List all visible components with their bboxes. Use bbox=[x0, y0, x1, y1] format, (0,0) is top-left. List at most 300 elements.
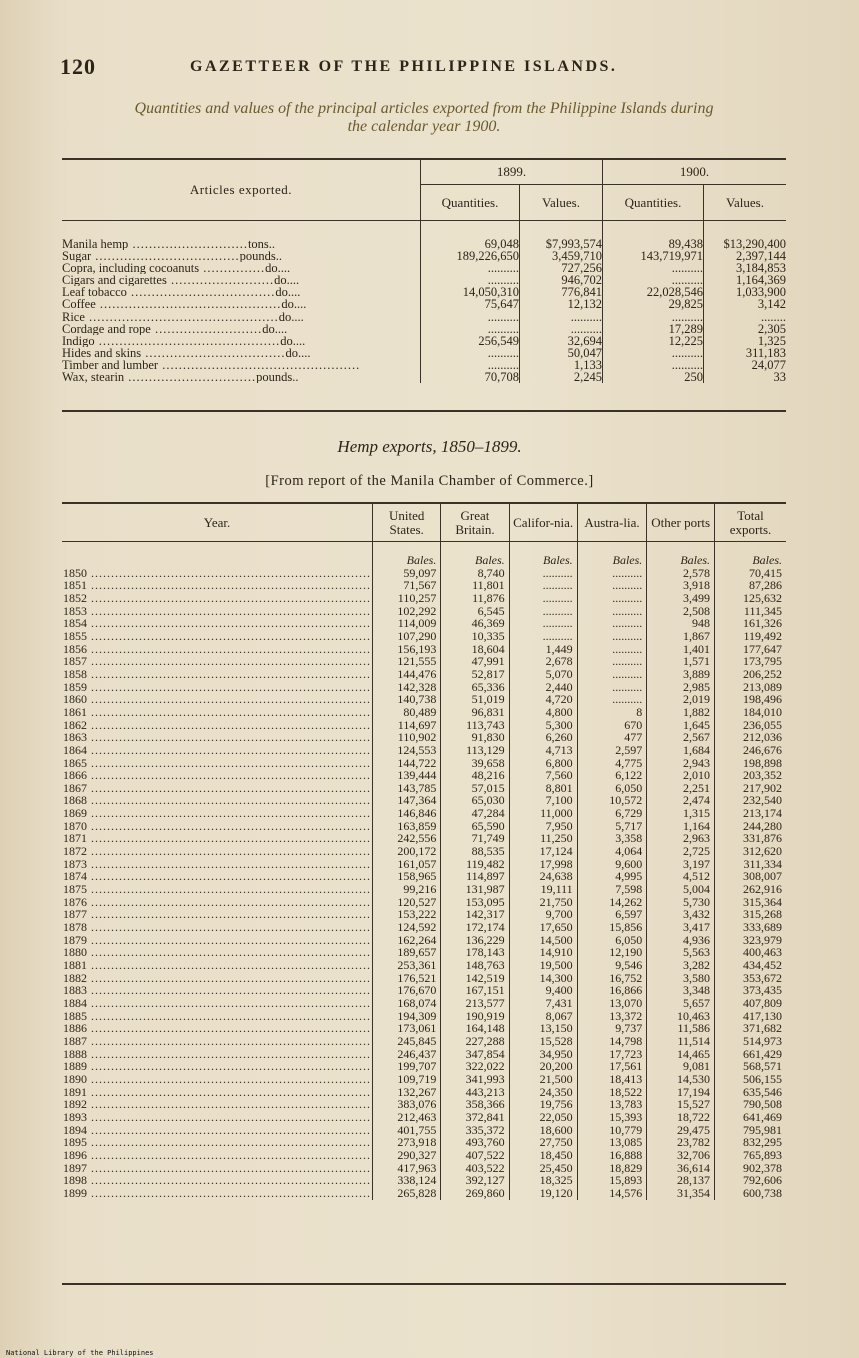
gb-cell: 164,148 bbox=[465, 1021, 505, 1036]
us-cell: 273,918 bbox=[397, 1135, 437, 1150]
gb-cell: 136,229 bbox=[465, 932, 505, 947]
article-row: Rice ..............................................do.... bbox=[62, 310, 304, 323]
total-cell: 400,463 bbox=[743, 945, 782, 960]
total-cell: 323,979 bbox=[743, 932, 782, 947]
ca-cell: 19,500 bbox=[539, 958, 573, 972]
california-header: Califor-nia. bbox=[509, 504, 577, 542]
ca-cell: 1,449 bbox=[545, 641, 573, 656]
au-cell: 12,190 bbox=[609, 945, 643, 960]
us-cell: 212,463 bbox=[397, 1109, 437, 1124]
gb-cell: 142,519 bbox=[465, 970, 505, 985]
ca-cell: 4,800 bbox=[545, 704, 573, 719]
us-cell: 114,697 bbox=[397, 717, 437, 732]
gb-cell: 167,151 bbox=[465, 983, 505, 998]
gb-cell: 11,801 bbox=[472, 578, 505, 593]
year-row: 1878 ...................................................................... bbox=[63, 921, 371, 934]
other-cell: 2,010 bbox=[683, 768, 711, 783]
ca-cell: 19,111 bbox=[540, 882, 573, 897]
other-cell: 15,527 bbox=[677, 1097, 711, 1112]
other-cell: 14,530 bbox=[677, 1071, 711, 1086]
exports-title-line-2: the calendar year 1900. bbox=[347, 118, 501, 135]
ca-cell: 8,067 bbox=[545, 1008, 573, 1023]
gb-cell: 335,372 bbox=[465, 1122, 505, 1137]
ca-cell: .......... bbox=[542, 628, 573, 643]
year-row: 1883 ...................................................................... bbox=[63, 984, 371, 997]
exports-title-line-1: Quantities and values of the principal articles exported from the Philippine Islands during bbox=[134, 100, 714, 117]
other-cell: 2,725 bbox=[683, 844, 711, 859]
year-row: 1875 ...................................................................... bbox=[63, 883, 371, 896]
au-cell: 18,522 bbox=[609, 1084, 643, 1099]
other-cell: 10,463 bbox=[677, 1008, 711, 1023]
us-cell: 107,290 bbox=[397, 628, 437, 643]
ca-cell: 4,720 bbox=[545, 692, 573, 707]
gb-cell: 172,174 bbox=[465, 920, 505, 935]
exports-table-title bbox=[62, 100, 786, 136]
year-row: 1896 ...................................................................... bbox=[63, 1148, 371, 1162]
ca-cell: 13,150 bbox=[539, 1021, 573, 1036]
us-cell: 265,828 bbox=[397, 1185, 437, 1200]
total-header: Total exports. bbox=[715, 504, 786, 542]
ca-cell: 18,450 bbox=[539, 1147, 573, 1162]
gb-cell: 47,991 bbox=[471, 654, 505, 669]
other-cell: 3,282 bbox=[683, 958, 711, 972]
gb-cell: 407,522 bbox=[465, 1147, 505, 1162]
other-cell: 5,730 bbox=[683, 894, 711, 909]
au-cell: 7,598 bbox=[615, 882, 643, 897]
article-row: Coffee ............................................do.... bbox=[62, 298, 307, 311]
total-cell: 331,876 bbox=[743, 831, 782, 846]
us-cell: 156,193 bbox=[397, 641, 437, 656]
year-header: Year. bbox=[62, 504, 373, 542]
us-cell: 114,009 bbox=[397, 616, 437, 631]
year-row: 1860 ...................................................................... bbox=[63, 693, 371, 706]
au-cell: 17,561 bbox=[609, 1059, 643, 1074]
year-column bbox=[62, 542, 373, 1201]
gb-cell: 8,740 bbox=[477, 565, 505, 580]
ca-cell: 27,750 bbox=[539, 1135, 573, 1150]
total-cell: 600,738 bbox=[743, 1185, 782, 1200]
gb-cell: 142,317 bbox=[465, 907, 505, 922]
year-row: 1862 ...................................................................... bbox=[63, 718, 371, 732]
us-cell: 110,257 bbox=[397, 590, 437, 605]
us-cell: 132,267 bbox=[397, 1084, 437, 1099]
us-cell: 147,364 bbox=[397, 793, 437, 808]
au-cell: 6,729 bbox=[615, 806, 643, 821]
article-row: Manila hemp ............................tons.. bbox=[62, 238, 276, 251]
other-cell: 3,918 bbox=[683, 578, 711, 593]
gb-column: Bales. 8,740 11,801 11,876 6,545 46,369 10,335 18,604 47,991 52,817 65,336 51,019 96,831 113,743 91,830 113,129 39,658 48,216 57,015 65,030 47,284 65,590 71,749 88,535 119,482 114,897 131,987 153,095 142,317 172,174 136,229 178,143 148,763 142,519 167,151 213,577 190,919 164,148 227,288 347,854 322,022 341,993 443,213 358,366 372,841 335,372 493,760 407,522 403,522 392,127 269,860 bbox=[441, 542, 509, 1201]
gb-cell: 52,817 bbox=[471, 666, 505, 681]
au-cell: 16,752 bbox=[609, 970, 643, 985]
ca-cell: .......... bbox=[542, 565, 573, 580]
au-cell: 8 bbox=[636, 704, 643, 719]
year-row: 1869 ...................................................................... bbox=[63, 807, 371, 820]
gb-cell: 47,284 bbox=[471, 806, 505, 821]
total-cell: 661,429 bbox=[743, 1046, 782, 1061]
au-cell: 15,893 bbox=[609, 1173, 643, 1188]
year-row: 1887 ...................................................................... bbox=[63, 1034, 371, 1048]
total-cell: 568,571 bbox=[743, 1059, 782, 1074]
total-cell: 125,632 bbox=[743, 590, 782, 605]
quantities-1899-column: 69,048 189,226,650 .......... .......... 14,050,310 75,647 .......... .......... 256,549 .......... .......... 70,708 bbox=[421, 221, 520, 384]
year-row: 1885 ...................................................................... bbox=[63, 1009, 371, 1023]
other-cell: 3,197 bbox=[683, 856, 711, 871]
australia-header: Austra-lia. bbox=[577, 504, 647, 542]
gb-cell: 39,658 bbox=[471, 755, 505, 770]
total-cell: 87,286 bbox=[749, 578, 782, 593]
au-cell: 4,775 bbox=[615, 755, 643, 770]
year-row: 1870 ...................................................................... bbox=[63, 819, 371, 833]
total-cell: 635,546 bbox=[743, 1084, 782, 1099]
article-row: Leaf tobacco ...................................do.... bbox=[62, 286, 301, 299]
other-cell: 2,251 bbox=[683, 780, 711, 795]
au-cell: 14,576 bbox=[609, 1185, 643, 1200]
total-cell: 203,352 bbox=[743, 768, 782, 783]
year-row: 1899 ...................................................................... bbox=[63, 1186, 371, 1200]
au-cell: .......... bbox=[612, 616, 643, 631]
other-cell: 32,706 bbox=[677, 1147, 711, 1162]
ca-cell: 21,750 bbox=[539, 894, 573, 909]
gb-cell: 119,482 bbox=[466, 856, 505, 871]
ca-cell: 19,120 bbox=[539, 1185, 573, 1200]
hemp-table-title: Hemp exports, 1850–1899. bbox=[337, 437, 522, 456]
ca-cell: 17,650 bbox=[539, 920, 573, 935]
article-row: Sugar ...................................pounds.. bbox=[62, 250, 283, 263]
values-1900-header: Values. bbox=[704, 185, 787, 221]
year-row: 1868 ...................................................................... bbox=[63, 794, 371, 808]
total-cell: 244,280 bbox=[743, 818, 782, 833]
other-cell: 1,571 bbox=[683, 654, 711, 669]
gb-cell: 113,743 bbox=[466, 717, 505, 732]
year-row: 1861 ...................................................................... bbox=[63, 705, 371, 719]
au-cell: 15,393 bbox=[609, 1109, 643, 1124]
au-cell: .......... bbox=[612, 692, 643, 707]
total-cell: 119,492 bbox=[743, 628, 782, 643]
gb-cell: 65,030 bbox=[471, 793, 505, 808]
ca-cell: 17,998 bbox=[539, 856, 573, 871]
au-cell: 6,050 bbox=[615, 780, 643, 795]
us-cell: 146,846 bbox=[397, 806, 437, 821]
us-cell: 246,437 bbox=[397, 1046, 437, 1061]
article-row: Copra, including cocoanuts ...............do.... bbox=[62, 262, 291, 275]
year-row: 1858 ...................................................................... bbox=[63, 667, 371, 681]
us-cell: 71,567 bbox=[403, 578, 437, 593]
ca-cell: 18,325 bbox=[539, 1173, 573, 1188]
au-cell: 2,597 bbox=[615, 742, 643, 757]
gb-cell: 358,366 bbox=[465, 1097, 505, 1112]
total-cell: 315,364 bbox=[743, 894, 782, 909]
total-cell: 641,469 bbox=[743, 1109, 782, 1124]
other-cell: 1,164 bbox=[683, 818, 711, 833]
ca-cell: 9,700 bbox=[545, 907, 573, 922]
article-row: Wax, stearin ...............................pounds.. bbox=[62, 371, 299, 384]
gb-cell: 493,760 bbox=[465, 1135, 505, 1150]
total-cell: 434,452 bbox=[743, 958, 782, 972]
hemp-exports-table bbox=[62, 502, 786, 1200]
total-cell: 177,647 bbox=[743, 641, 782, 656]
total-cell: 184,010 bbox=[743, 704, 782, 719]
us-cell: 290,327 bbox=[397, 1147, 437, 1162]
au-cell: 13,372 bbox=[609, 1008, 643, 1023]
au-cell: 670 bbox=[624, 717, 643, 732]
au-cell: 13,085 bbox=[609, 1135, 643, 1150]
us-cell: 139,444 bbox=[397, 768, 437, 783]
values-1899-header: Values. bbox=[520, 185, 603, 221]
au-cell: 4,995 bbox=[615, 869, 643, 884]
year-row: 1891 ...................................................................... bbox=[63, 1085, 371, 1099]
year-row: 1874 ...................................................................... bbox=[63, 870, 371, 884]
ca-cell: 34,950 bbox=[539, 1046, 573, 1061]
hemp-table-bottom-rule bbox=[62, 1283, 786, 1285]
total-cell: 236,055 bbox=[743, 717, 782, 732]
gb-cell: 11,876 bbox=[472, 590, 505, 605]
au-cell: .......... bbox=[612, 578, 643, 593]
articles-column bbox=[62, 221, 421, 384]
gb-cell: 48,216 bbox=[471, 768, 505, 783]
total-cell: 353,672 bbox=[743, 970, 782, 985]
gb-cell: 57,015 bbox=[471, 780, 505, 795]
other-cell: 36,614 bbox=[677, 1160, 711, 1175]
other-cell: 3,348 bbox=[683, 983, 711, 998]
year-row: 1853 ...................................................................... bbox=[63, 604, 371, 618]
us-cell: 142,328 bbox=[397, 679, 437, 694]
total-cell: 790,508 bbox=[743, 1097, 782, 1112]
other-cell: 11,514 bbox=[677, 1033, 711, 1048]
total-cell: 212,036 bbox=[743, 730, 782, 745]
us-cell: 417,963 bbox=[397, 1160, 437, 1175]
au-cell: .......... bbox=[612, 628, 643, 643]
us-cell: 121,555 bbox=[397, 654, 437, 669]
year-row: 1854 ...................................................................... bbox=[63, 617, 371, 630]
total-cell: 213,174 bbox=[743, 806, 782, 821]
year-row: 1890 ...................................................................... bbox=[63, 1072, 371, 1086]
gb-cell: 392,127 bbox=[465, 1173, 505, 1188]
au-cell: 9,546 bbox=[615, 958, 643, 972]
total-cell: 765,893 bbox=[743, 1147, 782, 1162]
gb-cell: 347,854 bbox=[465, 1046, 505, 1061]
au-cell: 6,597 bbox=[615, 907, 643, 922]
total-cell: 333,689 bbox=[743, 920, 782, 935]
total-cell: 111,345 bbox=[743, 603, 782, 618]
us-cell: 176,670 bbox=[397, 983, 437, 998]
other-cell: 28,137 bbox=[677, 1173, 711, 1188]
ca-cell: 14,300 bbox=[539, 970, 573, 985]
au-cell: 14,798 bbox=[609, 1033, 643, 1048]
article-row: Hides and skins ..................................do.... bbox=[62, 346, 311, 359]
gb-cell: 190,919 bbox=[465, 1008, 505, 1023]
year-row: 1886 ...................................................................... bbox=[63, 1022, 371, 1035]
au-cell: 6,050 bbox=[615, 932, 643, 947]
au-cell: .......... bbox=[612, 666, 643, 681]
total-cell: 795,981 bbox=[743, 1122, 782, 1137]
year-row: 1871 ...................................................................... bbox=[63, 832, 371, 846]
ca-cell: 14,500 bbox=[539, 932, 573, 947]
gb-cell: 341,993 bbox=[465, 1071, 505, 1086]
us-cell: 200,172 bbox=[397, 844, 437, 859]
ca-cell: 24,350 bbox=[539, 1084, 573, 1099]
au-cell: 6,122 bbox=[615, 768, 643, 783]
gb-cell: 113,129 bbox=[466, 742, 505, 757]
us-cell: 253,361 bbox=[397, 958, 437, 972]
year-row: 1897 ...................................................................... bbox=[63, 1161, 371, 1175]
au-cell: 14,262 bbox=[609, 894, 643, 909]
year-row: 1893 ...................................................................... bbox=[63, 1110, 371, 1124]
au-cell: 13,783 bbox=[609, 1097, 643, 1112]
ca-cell: 24,638 bbox=[539, 869, 573, 884]
us-column: Bales. 59,097 71,567 110,257 102,292 114,009 107,290 156,193 121,555 144,476 142,328 140,738 80,489 114,697 110,902 124,553 144,722 139,444 143,785 147,364 146,846 163,859 242,556 200,172 161,057 158,965 99,216 120,527 153,222 124,592 162,264 189,657 253,361 176,521 176,670 168,074 194,309 173,061 245,845 246,437 199,707 109,719 132,267 383,076 212,463 401,755 273,918 290,327 417,963 338,124 265,828 bbox=[373, 542, 441, 1201]
gb-cell: 443,213 bbox=[465, 1084, 505, 1099]
other-cell: 2,508 bbox=[683, 603, 711, 618]
au-cell: 9,600 bbox=[615, 856, 643, 871]
us-cell: 173,061 bbox=[397, 1021, 437, 1036]
total-cell: 246,676 bbox=[743, 742, 782, 757]
gb-cell: 153,095 bbox=[465, 894, 505, 909]
au-cell: 9,737 bbox=[615, 1021, 643, 1036]
ca-cell: 4,713 bbox=[545, 742, 573, 757]
gb-cell: 18,604 bbox=[471, 641, 505, 656]
other-cell: 18,722 bbox=[677, 1109, 711, 1124]
gb-cell: 96,831 bbox=[471, 704, 505, 719]
ca-cell: .......... bbox=[542, 590, 573, 605]
au-cell: .......... bbox=[612, 654, 643, 669]
us-cell: 59,097 bbox=[403, 565, 437, 580]
year-row: 1889 ...................................................................... bbox=[63, 1060, 371, 1073]
us-cell: 189,657 bbox=[397, 945, 437, 960]
article-row: Cordage and rope ..........................do.... bbox=[62, 322, 288, 335]
total-cell: 315,268 bbox=[743, 907, 782, 922]
exports-table bbox=[62, 158, 786, 383]
us-cell: 80,489 bbox=[403, 704, 437, 719]
ca-cell: 11,250 bbox=[540, 831, 573, 846]
other-cell: 2,578 bbox=[683, 565, 711, 580]
gb-cell: 6,545 bbox=[477, 603, 505, 618]
au-cell: .......... bbox=[612, 641, 643, 656]
ca-cell: 7,431 bbox=[545, 995, 573, 1010]
year-row: 1857 ...................................................................... bbox=[63, 655, 371, 668]
article-row: Cigars and cigarettes .........................do.... bbox=[62, 274, 300, 287]
year-row: 1855 ...................................................................... bbox=[63, 629, 371, 643]
us-cell: 120,527 bbox=[397, 894, 437, 909]
other-cell: 4,512 bbox=[683, 869, 711, 884]
ca-cell: 17,124 bbox=[539, 844, 573, 859]
total-cell: 312,620 bbox=[743, 844, 782, 859]
total-cell: 198,496 bbox=[743, 692, 782, 707]
total-cell: 371,682 bbox=[743, 1021, 782, 1036]
other-cell: 2,985 bbox=[683, 679, 711, 694]
ca-cell: 2,678 bbox=[545, 654, 573, 669]
us-cell: 401,755 bbox=[397, 1122, 437, 1137]
au-cell: 18,829 bbox=[609, 1160, 643, 1175]
au-cell: .......... bbox=[612, 603, 643, 618]
page-number: 120 bbox=[60, 54, 96, 79]
us-cell: 102,292 bbox=[397, 603, 437, 618]
other-cell: 17,194 bbox=[677, 1084, 711, 1099]
ca-cell: 7,100 bbox=[545, 793, 573, 808]
gb-cell: 71,749 bbox=[471, 831, 505, 846]
other-cell: 5,004 bbox=[683, 882, 711, 897]
us-cell: 162,264 bbox=[397, 932, 437, 947]
us-cell: 245,845 bbox=[397, 1033, 437, 1048]
year-1899-header: 1899. bbox=[421, 160, 603, 185]
year-row: 1881 ...................................................................... bbox=[63, 959, 371, 972]
other-cell: 2,474 bbox=[683, 793, 711, 808]
quantities-1900-header: Quantities. bbox=[603, 185, 704, 221]
gb-cell: 131,987 bbox=[465, 882, 505, 897]
ca-cell: 7,950 bbox=[545, 818, 573, 833]
ca-cell: 22,050 bbox=[539, 1109, 573, 1124]
other-ports-header: Other ports bbox=[647, 504, 715, 542]
au-cell: 16,888 bbox=[609, 1147, 643, 1162]
gb-cell: 88,535 bbox=[471, 844, 505, 859]
gb-cell: 46,369 bbox=[471, 616, 505, 631]
gb-cell: 51,019 bbox=[471, 692, 505, 707]
other-ports-column: Bales. 2,578 3,918 3,499 2,508 948 1,867 1,401 1,571 3,889 2,985 2,019 1,882 1,645 2,567 1,684 2,943 2,010 2,251 2,474 1,315 1,164 2,963 2,725 3,197 4,512 5,004 5,730 3,432 3,417 4,936 5,563 3,282 3,580 3,348 5,657 10,463 11,586 11,514 14,465 9,081 14,530 17,194 15,527 18,722 29,475 23,782 32,706 36,614 28,137 31,354 bbox=[647, 542, 715, 1201]
ca-cell: 25,450 bbox=[539, 1160, 573, 1175]
ca-cell: 7,560 bbox=[545, 768, 573, 783]
year-row: 1879 ...................................................................... bbox=[63, 933, 371, 947]
gb-cell: 148,763 bbox=[465, 958, 505, 972]
us-cell: 383,076 bbox=[397, 1097, 437, 1112]
au-cell: 4,064 bbox=[615, 844, 643, 859]
library-credit: National Library of the Philippines bbox=[6, 1349, 154, 1357]
us-cell: 194,309 bbox=[397, 1008, 437, 1023]
other-cell: 4,936 bbox=[683, 932, 711, 947]
au-cell: 5,717 bbox=[615, 818, 643, 833]
year-row: 1894 ...................................................................... bbox=[63, 1123, 371, 1137]
au-cell: .......... bbox=[612, 590, 643, 605]
year-row: 1877 ...................................................................... bbox=[63, 908, 371, 922]
other-cell: 3,580 bbox=[683, 970, 711, 985]
us-cell: 109,719 bbox=[397, 1071, 437, 1086]
us-cell: 153,222 bbox=[397, 907, 437, 922]
gb-cell: 269,860 bbox=[465, 1185, 505, 1200]
year-row: 1898 ...................................................................... bbox=[63, 1174, 371, 1187]
year-row: 1876 ...................................................................... bbox=[63, 895, 371, 909]
other-cell: 31,354 bbox=[677, 1185, 711, 1200]
au-cell: 10,779 bbox=[609, 1122, 643, 1137]
us-cell: 161,057 bbox=[397, 856, 437, 871]
ca-cell: 19,756 bbox=[539, 1097, 573, 1112]
year-1900-header: 1900. bbox=[603, 160, 787, 185]
other-cell: 3,432 bbox=[683, 907, 711, 922]
year-row: 1892 ...................................................................... bbox=[63, 1098, 371, 1111]
total-cell: 506,155 bbox=[743, 1071, 782, 1086]
year-row: 1895 ...................................................................... bbox=[63, 1136, 371, 1149]
gb-cell: 227,288 bbox=[465, 1033, 505, 1048]
hemp-table-source: [From report of the Manila Chamber of Commerce.] bbox=[265, 473, 594, 489]
total-cell: 206,252 bbox=[743, 666, 782, 681]
us-cell: 110,902 bbox=[397, 730, 437, 745]
au-cell: 17,723 bbox=[609, 1046, 643, 1061]
gb-cell: 178,143 bbox=[465, 945, 505, 960]
other-cell: 2,963 bbox=[683, 831, 711, 846]
other-cell: 3,417 bbox=[683, 920, 711, 935]
gb-cell: 65,336 bbox=[471, 679, 505, 694]
ca-cell: 5,300 bbox=[545, 717, 573, 732]
au-cell: .......... bbox=[612, 565, 643, 580]
year-row: 1852 ...................................................................... bbox=[63, 591, 371, 605]
us-cell: 144,476 bbox=[397, 666, 437, 681]
total-cell: 173,795 bbox=[743, 654, 782, 669]
total-cell: 161,326 bbox=[743, 616, 782, 631]
other-cell: 5,657 bbox=[683, 995, 711, 1010]
total-cell: 417,130 bbox=[743, 1008, 782, 1023]
year-row: 1863 ...................................................................... bbox=[63, 731, 371, 744]
gb-cell: 213,577 bbox=[465, 995, 505, 1010]
other-cell: 9,081 bbox=[683, 1059, 711, 1074]
ca-cell: 2,440 bbox=[545, 679, 573, 694]
gb-cell: 65,590 bbox=[471, 818, 505, 833]
